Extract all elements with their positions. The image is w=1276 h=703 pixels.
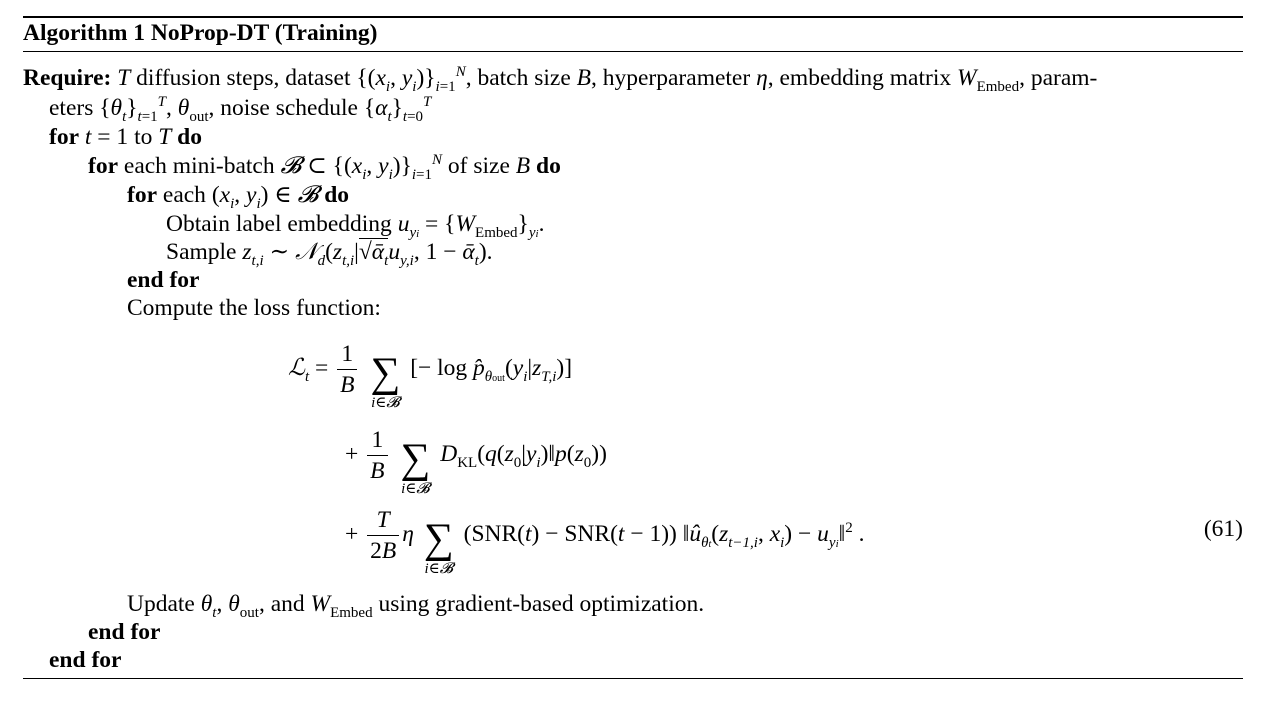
- require-line-2: eters $\{\theta_t\}_{t=1}^T$, $\theta_{out}$, noise schedule $\{\alpha_t\}_{t=0}^T$: [49, 94, 432, 125]
- require-keyword: Require:: [23, 65, 112, 91]
- equation-number: (61): [1203, 516, 1243, 542]
- loss-equation-term-3: + $\frac{T}{2B}$ η ∑ i∈𝓑 (SNR(t) − SNR(t − 1)) $‖û_{\theta t}(z_{t-1,i}$, $x_i$) − $u_{yi}‖^2$ .: [345, 507, 865, 577]
- update-step-line: Update $\theta_t$, $\theta_{out}$, and $W_{Embed}$ using gradient-based optimization.: [127, 591, 705, 621]
- title-rule: [23, 51, 1243, 52]
- outer-end-for: end for: [49, 647, 122, 673]
- summation: ∑ i∈𝓑: [400, 435, 431, 497]
- fraction: $\frac{1}{B}$: [337, 339, 357, 400]
- inner-for-line: for each ($x_i$, $y_i$) ∈ 𝓑 do: [127, 182, 350, 212]
- minibatch-for-line: for each mini-batch 𝓑 ⊂ {($x_i$, $y_i)\}_{i=1}^N$ of size B do: [88, 152, 561, 183]
- require-line-1: Require: T diffusion steps, dataset {($x_i$, $y_i)\}_{i=1}^N$, batch size B, hyperparameter η, embedding matrix $W_{Embed}$, param-: [23, 64, 1098, 95]
- fraction: $\frac{T}{2B}$: [367, 505, 399, 566]
- fraction: $\frac{1}{B}$: [367, 425, 387, 486]
- summation: ∑ i∈𝓑: [370, 349, 401, 411]
- summation: ∑ i∈𝓑: [423, 515, 454, 577]
- inner-end-for: end for: [127, 267, 200, 293]
- loss-equation-term-1: ℒ$_t$ = $\frac{1}{B}$ ∑ i∈𝓑 [− $\log p̂_{\theta out}(y_i|z_{T,i})$]: [288, 341, 573, 411]
- algorithm-title: Algorithm 1 NoProp-DT (Training): [23, 20, 378, 46]
- bottom-rule: [23, 678, 1243, 679]
- minibatch-end-for: end for: [88, 619, 161, 645]
- outer-for-line: for t = 1 to T do: [49, 124, 202, 150]
- sample-step-line: Sample $z_{t,i}$ ∼ $𝒩_d(z_{t,i}|√ᾱ_tu_{y,i}$, 1 − ᾱ$_t$).: [166, 239, 493, 269]
- loss-equation-term-2: + $\frac{1}{B}$ ∑ i∈𝓑 $D_{KL}(q(z_0|y_i)‖p(z_0))$: [345, 427, 607, 497]
- loss-step-line: Compute the loss function:: [127, 295, 381, 321]
- embed-step-line: Obtain label embedding $u_{yi} = \{W_{Embed}\}_{yi}$.: [166, 211, 545, 241]
